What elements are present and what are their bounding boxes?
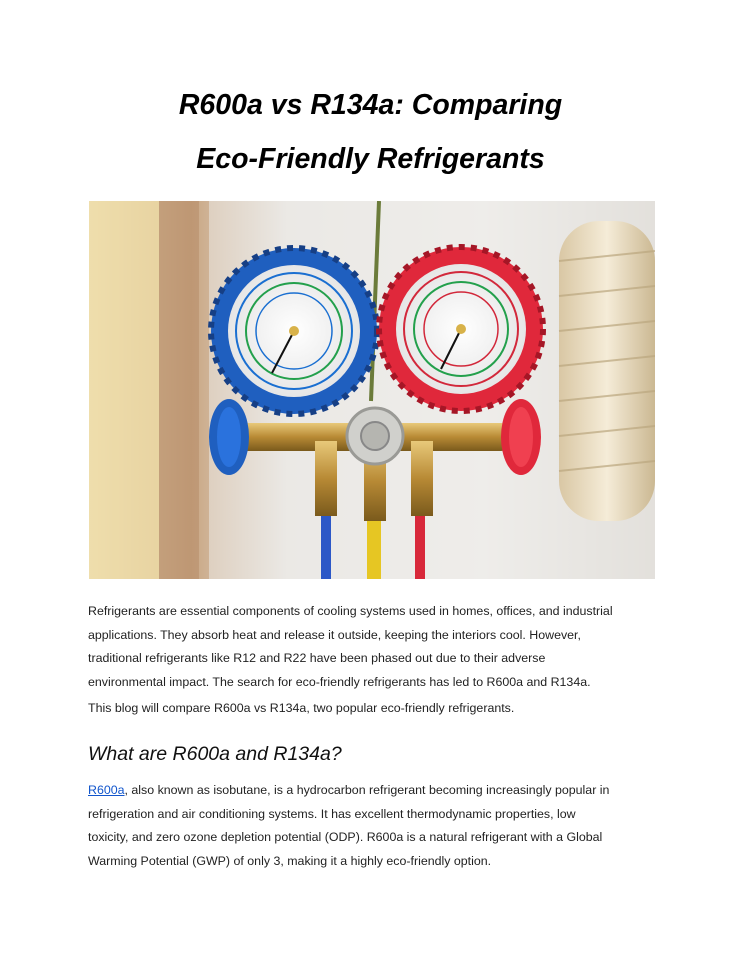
section-line: Warming Potential (GWP) of only 3, making it a highly eco-friendly option. <box>88 853 492 868</box>
intro-paragraph <box>88 600 648 721</box>
section-line <box>88 779 648 803</box>
intro-line: applications. They absorb heat and release it outside, keeping the interiors cool. However, <box>88 627 581 642</box>
section-line: refrigeration and air conditioning systems. It has excellent thermodynamic properties, low <box>88 806 576 821</box>
title-line-2: Eco-Friendly Refrigerants <box>196 143 545 175</box>
intro-line: environmental impact. The search for eco-friendly refrigerants has led to R600a and R134a. <box>88 674 591 689</box>
intro-line: Refrigerants are essential components of cooling systems used in homes, offices, and industrial <box>88 604 613 618</box>
title-line-1: R600a vs R134a: Comparing <box>178 89 563 121</box>
section-line: toxicity, and zero ozone depletion potential (ODP). R600a is a natural refrigerant with a Global <box>88 830 603 844</box>
intro-line: traditional refrigerants like R12 and R22 have been phased out due to their adverse <box>88 651 546 665</box>
intro-line: This blog will compare R600a vs R134a, two popular eco-friendly refrigerants. <box>88 701 515 715</box>
page-title <box>0 78 741 186</box>
section-line-rest: , also known as isobutane, is a hydrocarbon refrigerant becoming increasingly popular in <box>124 783 610 797</box>
manifold-gauge-photo <box>89 201 655 579</box>
r600a-link[interactable]: R600a <box>88 783 125 797</box>
section-paragraph <box>88 779 648 873</box>
section-heading: What are R600a and R134a? <box>88 743 342 765</box>
hero-image <box>89 201 655 579</box>
